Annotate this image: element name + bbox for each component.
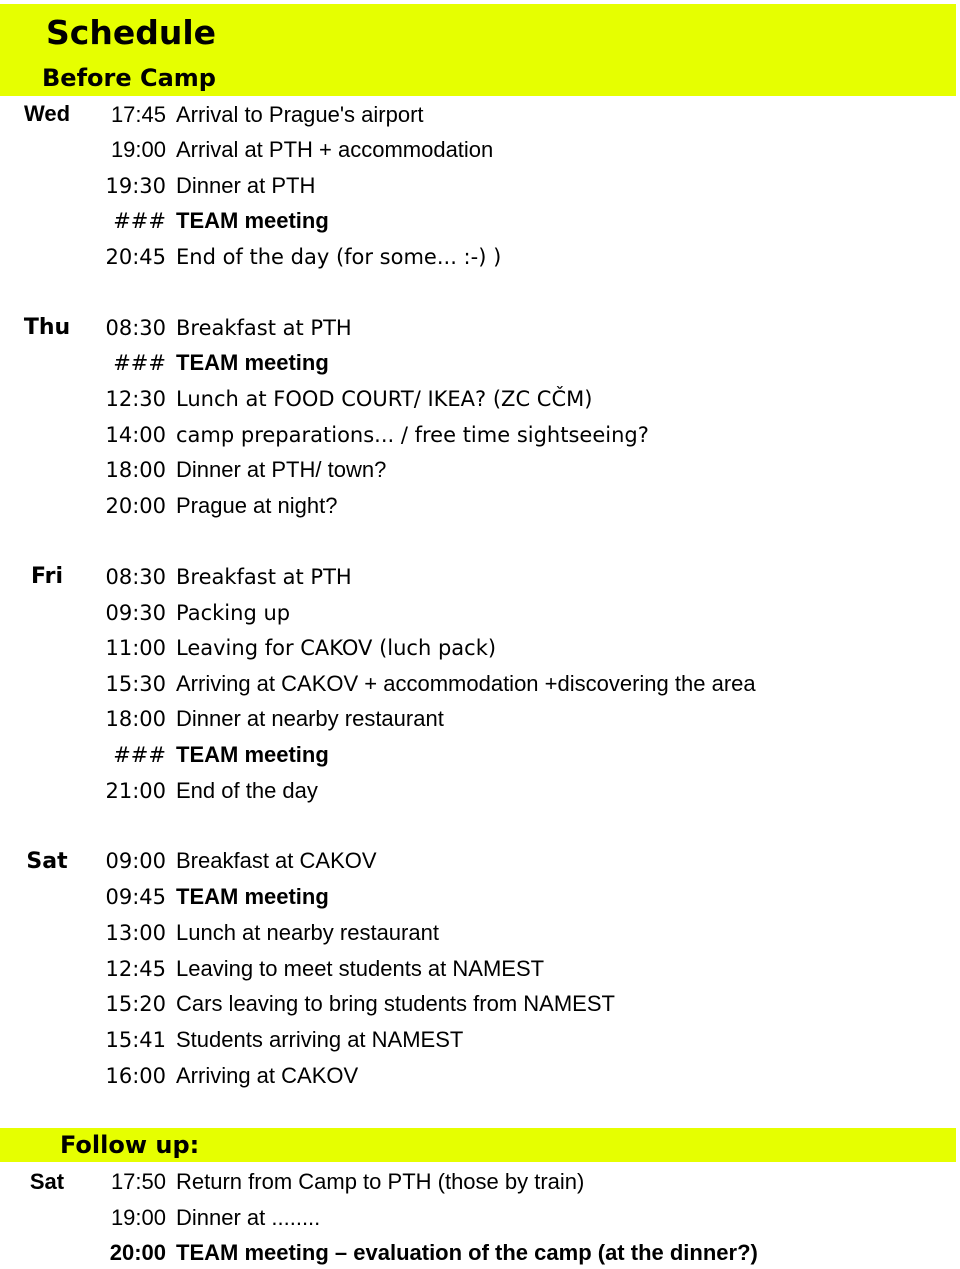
entry-activity: Arriving at CAKOV: [176, 1063, 359, 1088]
schedule-row: [0, 492, 956, 522]
entry-time: 19:30: [105, 174, 166, 198]
schedule-row: [0, 883, 956, 913]
entry-activity: Dinner at PTH/ town?: [176, 457, 387, 482]
entry-time: 16:00: [105, 1064, 166, 1088]
schedule-row: [0, 421, 956, 451]
entry-time: 12:30: [105, 387, 166, 411]
page-title: Schedule: [46, 13, 217, 52]
entry-activity: Arriving at CAKOV + accommodation +discovering the area: [176, 671, 756, 696]
entry-activity: Dinner at nearby restaurant: [176, 706, 444, 731]
entry-activity: Return from Camp to PTH (those by train): [176, 1169, 585, 1194]
entry-activity: Cars leaving to bring students from NAMEST: [176, 991, 615, 1016]
entry-activity: Prague at night?: [176, 493, 338, 518]
schedule-row: [0, 136, 956, 166]
schedule-row: [0, 705, 956, 735]
schedule-row: [0, 670, 956, 700]
schedule-row: [0, 563, 956, 593]
schedule-row: [0, 101, 956, 131]
day-label-fri: Fri: [30, 564, 63, 589]
entry-activity: Leaving to meet students at NAMEST: [176, 956, 545, 981]
day-label-follow-up-sat: Sat: [29, 1169, 65, 1194]
entry-activity: Dinner at PTH: [176, 173, 316, 198]
entry-time: 09:30: [105, 601, 166, 625]
entry-activity: Breakfast at CAKOV: [176, 848, 377, 873]
entry-activity: Breakfast at PTH: [176, 565, 352, 589]
entry-time: 20:00: [105, 494, 166, 518]
schedule-row: [0, 741, 956, 771]
schedule-row: [0, 919, 956, 949]
entry-activity: Arrival to Prague's airport: [176, 102, 424, 127]
entry-activity: Students arriving at NAMEST: [176, 1027, 464, 1052]
entry-activity: Arrival at PTH + accommodation: [176, 137, 494, 162]
entry-activity: End of the day (for some... :-) ): [176, 245, 502, 269]
schedule-row: [0, 314, 956, 344]
schedule-row: [0, 172, 956, 202]
entry-activity: Breakfast at PTH: [176, 316, 352, 340]
schedule-row: [0, 1204, 956, 1234]
entry-activity: TEAM meeting – evaluation of the camp (at the dinner?): [176, 1240, 758, 1265]
schedule-row: [0, 1062, 956, 1092]
schedule-row: [0, 243, 956, 273]
entry-activity: TEAM meeting: [176, 884, 329, 909]
day-label-wed: Wed: [23, 101, 71, 126]
entry-time: 15:20: [105, 992, 166, 1016]
entry-time: 08:30: [105, 316, 166, 340]
schedule-row: [0, 349, 956, 379]
entry-time: 19:00: [110, 137, 166, 162]
entry-activity: Lunch at FOOD COURT/ IKEA? (ZC CČM): [176, 387, 593, 411]
schedule-row: [0, 456, 956, 486]
schedule-row: [0, 847, 956, 877]
day-label-thu: Thu: [23, 315, 71, 340]
entry-time: 21:00: [105, 779, 166, 803]
schedule-row: [0, 1239, 956, 1269]
entry-time: 15:30: [105, 672, 166, 696]
entry-time: 08:30: [105, 565, 166, 589]
entry-time: 17:45: [110, 102, 166, 127]
entry-time: 15:41: [105, 1028, 166, 1052]
entry-time: 17:50: [110, 1169, 166, 1194]
schedule-row: [0, 385, 956, 415]
entry-activity: Lunch at nearby restaurant: [176, 920, 439, 945]
entry-time: 12:45: [105, 957, 166, 981]
entry-time: 13:00: [105, 921, 166, 945]
section-title-before-camp: Before Camp: [42, 64, 216, 92]
entry-time: ###: [113, 209, 166, 233]
schedule-row: [0, 1168, 956, 1198]
entry-time: 11:00: [105, 636, 166, 660]
day-label-sat: Sat: [26, 849, 68, 874]
entry-time: ###: [113, 351, 166, 375]
schedule-row: [0, 777, 956, 807]
entry-activity: Packing up: [176, 601, 291, 625]
entry-activity: Dinner at ........: [176, 1205, 321, 1230]
entry-activity: Leaving for CAKOV (luch pack): [176, 636, 497, 660]
entry-time: 18:00: [105, 458, 166, 482]
entry-activity: End of the day: [176, 778, 318, 803]
schedule-row: [0, 634, 956, 664]
entry-time: 19:00: [110, 1205, 166, 1230]
entry-activity: TEAM meeting: [176, 742, 329, 767]
entry-time: 20:45: [105, 245, 166, 269]
entry-time: 14:00: [105, 423, 166, 447]
section-title-follow-up: Follow up:: [60, 1131, 200, 1159]
schedule-row: [0, 599, 956, 629]
entry-time: ###: [113, 743, 166, 767]
schedule-row: [0, 1026, 956, 1056]
entry-activity: TEAM meeting: [176, 208, 329, 233]
schedule-row: [0, 955, 956, 985]
entry-time: 20:00: [109, 1240, 166, 1265]
entry-activity: camp preparations... / free time sightseeing?: [176, 423, 649, 447]
entry-time: 18:00: [105, 707, 166, 731]
entry-time: 09:00: [105, 849, 166, 873]
schedule-row: [0, 990, 956, 1020]
entry-activity: TEAM meeting: [176, 350, 329, 375]
schedule-row: [0, 207, 956, 237]
entry-time: 09:45: [105, 885, 166, 909]
